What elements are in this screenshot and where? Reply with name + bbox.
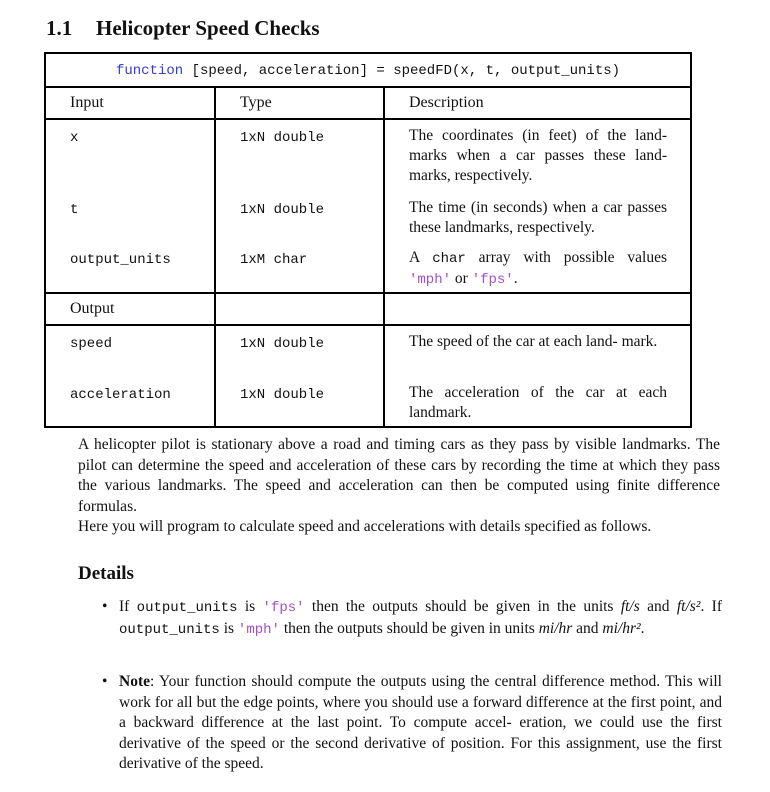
desc-string: 'mph' [409,272,452,288]
column-rule [214,86,216,428]
unit: ft/s [620,598,640,615]
section-title: Helicopter Speed Checks [96,16,320,40]
input-type: 1xN double [240,202,325,218]
inline-string: 'fps' [262,600,305,616]
section-heading [46,16,320,41]
header-input: Input [70,94,104,111]
note-label: Note [119,673,150,690]
intro-paragraph: A helicopter pilot is stationary above a road and timing cars as they pass by visible landmarks. The pilot can determine the speed and acceleration of these cars by recording the time at which they pass the various landmarks. The speed and acceleration can then be computed using finite difference formulas. [78,436,720,515]
header-output: Output [70,300,115,317]
input-name: output_units [70,252,171,268]
function-spec-table [44,52,692,428]
table-rule [46,324,690,326]
input-description: The coordinates (in feet) of the land- marks when a car passes these land- marks, respectively. [409,127,667,184]
input-description [409,248,667,290]
table-rule [46,86,690,88]
input-name: x [70,130,79,146]
desc-text: A [409,249,433,266]
inline-code: output_units [136,600,238,616]
desc-text: array with possible values [465,249,668,266]
input-type: 1xM char [240,252,308,268]
inline-string: 'mph' [237,621,280,638]
bullet-note [102,672,722,775]
output-type: 1xN double [240,387,325,403]
inline-code: output_units [119,621,220,638]
output-name: acceleration [70,387,171,403]
section-number: 1.1 [46,16,73,40]
input-name: t [70,202,79,218]
intro-paragraph-2: Here you will program to calculate speed and accelerations with details specified as follows. [78,518,652,535]
bullet-dot-icon: • [102,598,108,615]
output-name: speed [70,336,113,352]
output-type: 1xN double [240,336,325,352]
unit: ft/s² [676,598,701,615]
desc-text: or [451,270,472,287]
desc-text: . [513,270,518,287]
desc-string: 'fps' [471,272,514,288]
signature-rest: = speedFD(x, t, output_units) [368,63,621,79]
table-rule [46,292,690,294]
input-description: The time (in seconds) when a car passes these landmarks, respectively. [409,199,667,236]
output-description: The speed of the car at each land- mark. [409,333,658,350]
column-rule [383,86,385,428]
unit: mi/hr [538,619,573,637]
table-rule [46,118,690,120]
function-signature [46,63,690,79]
header-description: Description [409,94,484,111]
signature-outputs: [speed, acceleration] [183,63,368,79]
desc-code: char [432,251,466,267]
bullet-dot-icon: • [102,673,108,690]
output-description: The acceleration of the car at each landmark. [409,384,667,421]
bullet-units: • If output_units is 'fps' then the outputs should be given in the units ft/s and ft/s². If output_units is 'mph' then the outputs should be given in units mi/hr and mi/hr². [102,598,722,638]
unit: mi/hr² [602,619,641,637]
details-heading: Details [78,563,134,584]
input-type: 1xN double [240,130,325,146]
signature-keyword: function [115,63,184,79]
header-type: Type [240,94,272,111]
note-text: : Your function should compute the outputs using the central difference method. This will work for all but the edge points, where you should use a forward difference at the first point, and a backward difference at the last point. To compute accel- eration, we could use the first derivative of the speed or the second derivative of position. For this assignment, use the first derivative of the speed. [119,673,722,772]
